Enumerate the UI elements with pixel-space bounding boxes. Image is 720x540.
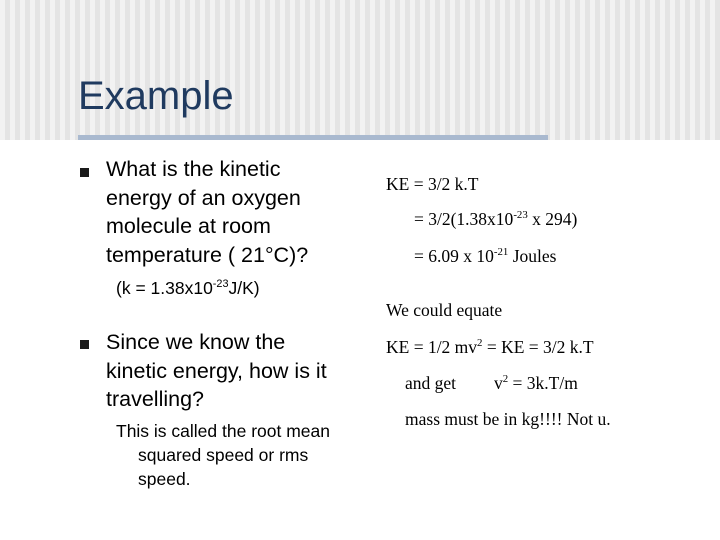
equation-substitution: = $3/2(1.38x10^{-23}$ x 294) [414, 208, 578, 229]
question-1-line: molecule at room [106, 214, 271, 238]
and-get-label: and get [405, 373, 457, 393]
question-1-line: energy of an oxygen [106, 185, 301, 210]
question-2-line: Since we know the [106, 330, 286, 354]
question-1-line: temperature ( 21°C)? [106, 242, 309, 267]
equation-ke: KE = 3/2 k.T [386, 174, 479, 194]
header-stripe-background [0, 0, 720, 140]
boltzmann-constant-note: $(k = 1.38x10^{-23}J/K)$ [116, 277, 260, 298]
equation-result: = 6.09 x $10^{-21}$ Joules [414, 245, 557, 266]
rms-line: speed. [138, 469, 191, 489]
rms-explanation [116, 419, 330, 491]
equation-velocity: $v^2 = 3k.T/m$ [494, 372, 578, 393]
bullet-square-1 [80, 168, 89, 177]
rms-line: This is called the root mean [116, 421, 330, 441]
mass-units-note: mass must be in kg!!!! Not u. [405, 409, 611, 429]
question-1 [106, 155, 308, 269]
bullet-square-2 [80, 340, 89, 349]
slide-title: Example [78, 74, 234, 118]
question-2 [106, 328, 327, 414]
question-2-line: kinetic energy, how is it [106, 358, 327, 383]
equation-equate: KE = 1/2 $mv^2$ = KE = 3/2 k.T [386, 336, 594, 357]
question-1-line: What is the kinetic [106, 157, 281, 181]
rms-line: squared speed or rms [138, 445, 309, 465]
question-2-line: travelling? [106, 387, 204, 411]
title-underline [78, 135, 548, 140]
equate-label: We could equate [386, 300, 503, 320]
